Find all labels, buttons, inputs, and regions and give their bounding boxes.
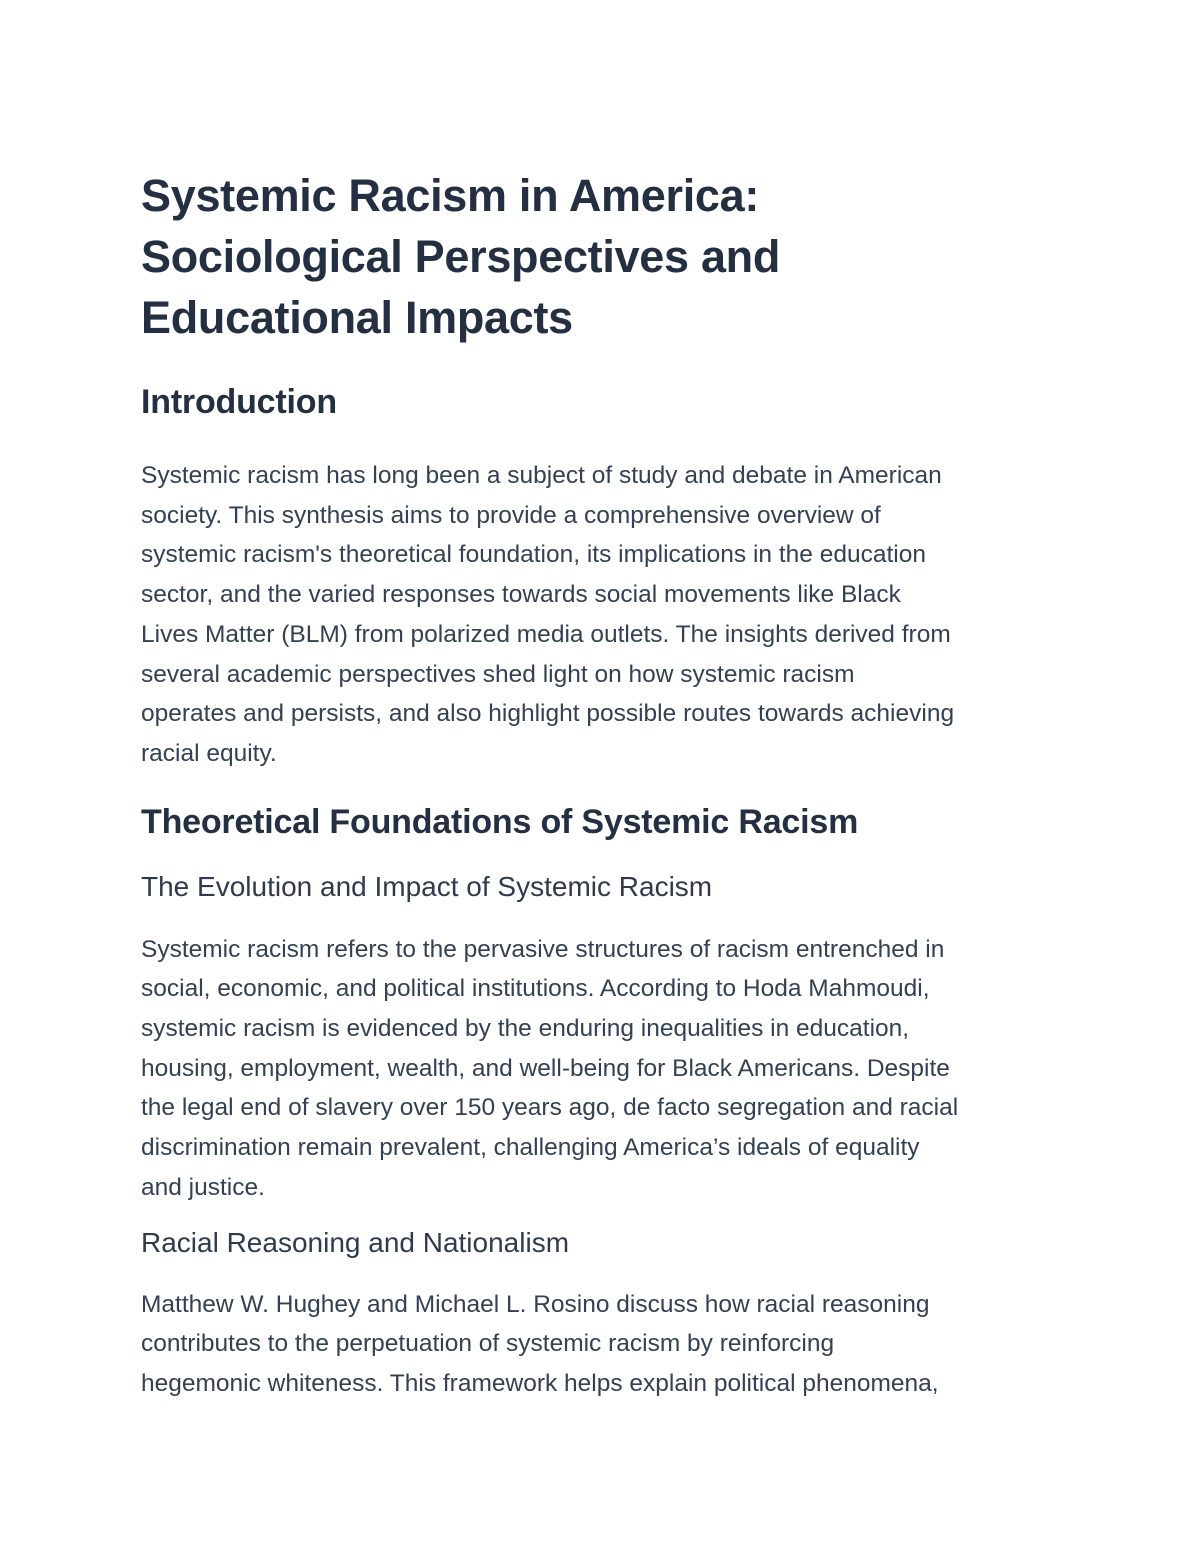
section-heading-introduction: Introduction: [141, 383, 337, 421]
text-line: the legal end of slavery over 150 years ago, de facto segregation and racial: [141, 1094, 959, 1122]
text-line: several academic perspectives shed light on how systemic racism: [141, 660, 855, 688]
text-line: and justice.: [141, 1173, 265, 1201]
text-line: contributes to the perpetuation of systemic racism by reinforcing: [141, 1330, 835, 1358]
text-line: systemic racism's theoretical foundation, its implications in the education: [141, 541, 926, 569]
introduction-paragraph: [141, 456, 1071, 774]
subsection-heading-evolution: The Evolution and Impact of Systemic Racism: [141, 870, 713, 902]
title-line: Systemic Racism in America:: [141, 170, 760, 221]
document-page: [141, 165, 1071, 1404]
text-line: society. This synthesis aims to provide a comprehensive overview of: [141, 501, 881, 529]
text-line: Lives Matter (BLM) from polarized media outlets. The insights derived from: [141, 620, 951, 648]
text-line: discrimination remain prevalent, challenging America’s ideals of equality: [141, 1134, 920, 1162]
title-line: Educational Impacts: [141, 292, 573, 343]
document-title: [141, 165, 1071, 348]
text-line: hegemonic whiteness. This framework helps explain political phenomena,: [141, 1369, 939, 1397]
subsection-heading-racial-reasoning: Racial Reasoning and Nationalism: [141, 1226, 570, 1258]
title-line: Sociological Perspectives and: [141, 231, 781, 282]
text-line: systemic racism is evidenced by the enduring inequalities in education,: [141, 1015, 910, 1043]
text-line: housing, employment, wealth, and well-being for Black Americans. Despite: [141, 1054, 950, 1082]
text-line: operates and persists, and also highlight possible routes towards achieving: [141, 700, 955, 728]
text-line: racial equity.: [141, 739, 277, 767]
text-line: Systemic racism refers to the pervasive structures of racism entrenched in: [141, 935, 945, 963]
section-heading-theoretical-foundations: Theoretical Foundations of Systemic Racism: [141, 802, 859, 841]
text-line: sector, and the varied responses towards social movements like Black: [141, 581, 901, 609]
racial-reasoning-paragraph: [141, 1285, 1071, 1404]
text-line: Matthew W. Hughey and Michael L. Rosino discuss how racial reasoning: [141, 1290, 930, 1318]
text-line: Systemic racism has long been a subject of study and debate in American: [141, 462, 942, 489]
evolution-paragraph: [141, 930, 1071, 1208]
text-line: social, economic, and political institutions. According to Hoda Mahmoudi,: [141, 975, 930, 1003]
